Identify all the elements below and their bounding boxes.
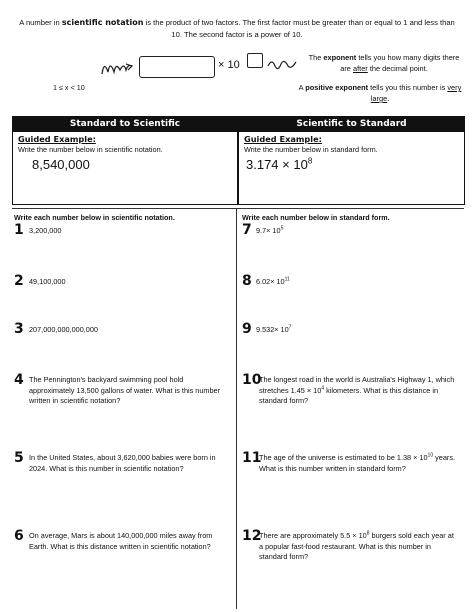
positive-note-pre: A: [298, 83, 306, 92]
exponent-note-term: exponent: [323, 53, 357, 62]
text-pre: The age of the universe is estimated to be 1.38 × 10: [259, 453, 428, 462]
problem-number: 1: [14, 222, 24, 238]
exponent-text: 11: [284, 276, 290, 283]
problem-number: 10: [242, 372, 262, 388]
problem-number: 7: [242, 222, 252, 238]
positive-exponent-note: [298, 82, 462, 104]
problem-text: 207,000,000,000,000: [29, 325, 98, 334]
problem-text: On average, Mars is about 140,000,000 miles away from Earth. What is this distance written in scientific notation?: [29, 531, 213, 551]
problem-text: [259, 531, 455, 563]
exponent-note-pre: The: [308, 53, 324, 62]
section-divider: [236, 209, 237, 609]
guided-right-cell: [244, 134, 378, 172]
guided-left-instruction: Write the number below in scientific notation.: [18, 145, 163, 154]
intro-paragraph: [14, 17, 460, 41]
intro-text-post: is the product of two factors. The first factor must be greater than or equal to 1 and less than 10. The second factor is a power of 10.: [143, 18, 455, 39]
text-post: burgers sold each year at a popular fast-food restaurant. What is this number in standard form?: [259, 531, 454, 561]
problem-text: [256, 277, 290, 288]
problem-text: [256, 226, 283, 237]
problem-number: 12: [242, 528, 262, 544]
positive-note-underlined: very large: [370, 83, 462, 103]
range-label: 1 ≤ x < 10: [53, 83, 85, 92]
exponent-box: [247, 53, 263, 68]
exponent-note-post: the decimal point.: [367, 64, 428, 73]
problem-number: 5: [14, 450, 24, 466]
guided-left-cell: [18, 134, 163, 172]
scribble-drawing: [100, 58, 138, 80]
guided-right-exp: 8: [307, 156, 313, 166]
exponent-note: [306, 52, 462, 74]
guided-right-base: 3.174 × 10: [246, 157, 308, 172]
guided-left-value: 8,540,000: [32, 157, 90, 172]
problem-text: [259, 453, 455, 474]
text-pre: The longest road in the world is Australia's Highway 1, which stretches 1.45 × 10: [259, 375, 455, 395]
problem-number: 6: [14, 528, 24, 544]
exponent-text: 7: [288, 324, 292, 331]
positive-note-mid: tells you this number is: [368, 83, 448, 92]
guided-right-label: Guided Example:: [244, 134, 322, 144]
problem-text: 3,200,000: [29, 226, 62, 235]
exponent-text: 4: [321, 385, 325, 392]
problem-text: [256, 325, 291, 336]
exponent-note-mid: tells you how many digits there are: [340, 53, 460, 73]
base-text: 9.532× 10: [256, 325, 289, 334]
exponent-text: 8: [366, 530, 370, 537]
problem-text: The Pennington's backyard swimming pool hold approximately 13,500 gallons of water. What is this number written in scientific notation?: [29, 375, 221, 405]
squiggle-arrow: [266, 56, 300, 74]
positive-note-term: positive exponent: [305, 83, 369, 92]
base-text: 9.7× 10: [256, 226, 281, 235]
problem-number: 4: [14, 372, 24, 388]
problem-number: 2: [14, 273, 24, 289]
text-pre: There are approximately 5.5 × 10: [259, 531, 367, 540]
exponent-text: 5: [280, 225, 284, 232]
intro-text-pre: A number in: [19, 18, 62, 27]
left-section-title: Write each number below in scientific notation.: [14, 213, 175, 222]
problem-text: [259, 375, 455, 407]
section-top-rule: [12, 208, 464, 209]
guided-right-value: [246, 157, 378, 172]
text-post: kilometers. What is this distance in standard form?: [259, 385, 439, 405]
guided-left-label: Guided Example:: [18, 134, 96, 144]
problem-number: 8: [242, 273, 252, 289]
scientific-to-standard-header: Scientific to Standard: [239, 117, 464, 132]
problem-number: 11: [242, 450, 262, 466]
text-post: years. What is this number written in standard form?: [259, 453, 456, 473]
problem-text: In the United States, about 3,620,000 babies were born in 2024. What is this number in scientific notation?: [29, 453, 216, 473]
positive-note-post: .: [387, 94, 390, 103]
problem-number: 3: [14, 321, 24, 337]
intro-term: scientific notation: [61, 18, 144, 27]
base-text: 6.02× 10: [256, 277, 285, 286]
guided-right-instruction: Write the number below in standard form.: [244, 145, 378, 154]
problem-number: 9: [242, 321, 252, 337]
standard-to-scientific-header: Standard to Scientific: [13, 117, 237, 132]
times-ten-label: × 10: [218, 59, 240, 71]
exponent-note-underlined: after: [352, 64, 368, 73]
guided-example-table: [12, 116, 465, 205]
first-factor-box: [139, 56, 215, 78]
problem-text: 49,100,000: [29, 277, 66, 286]
right-section-title: Write each number below in standard form.: [242, 213, 390, 222]
guided-divider: [237, 117, 239, 204]
exponent-text: 10: [427, 452, 434, 459]
